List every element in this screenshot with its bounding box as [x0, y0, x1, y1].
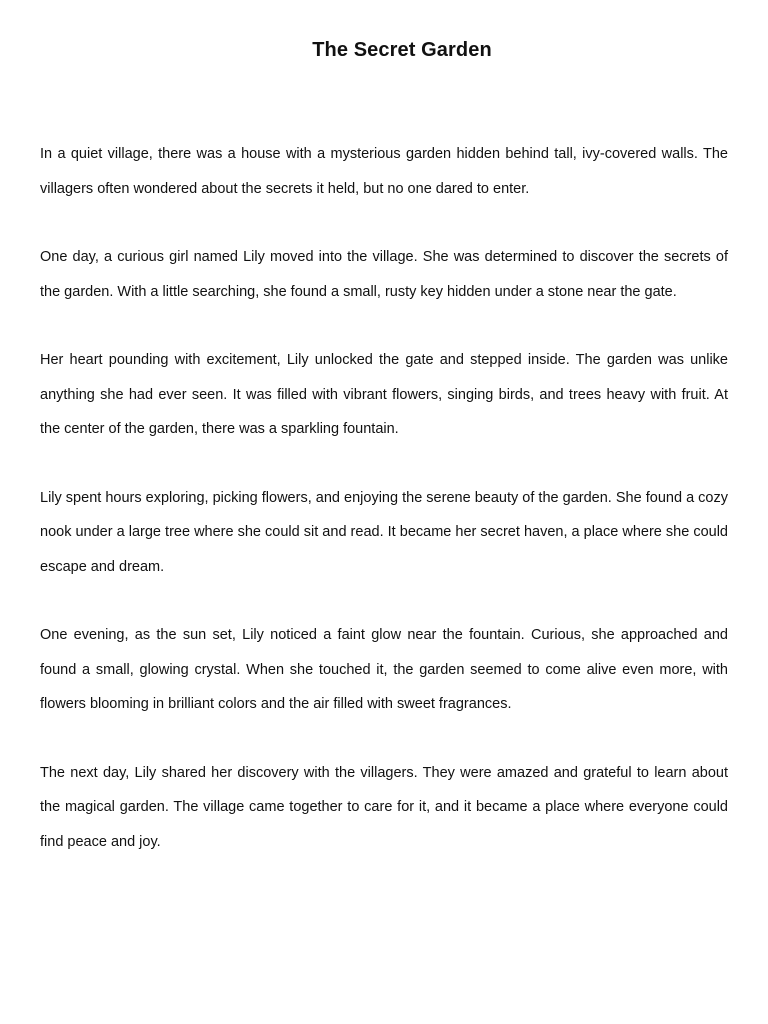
paragraph-1: In a quiet village, there was a house with a mysterious garden hidden behind tall, ivy-covered walls. The villagers often wondered about the secrets it held, but no one dared to enter. — [40, 146, 728, 197]
document-title: The Secret Garden — [312, 39, 492, 61]
paragraph-6: The next day, Lily shared her discovery with the villagers. They were amazed and grateful to learn about the magical garden. The village came together to care for it, and it became a place where everyone could find peace and joy. — [40, 764, 728, 850]
paragraph-4: Lily spent hours exploring, picking flowers, and enjoying the serene beauty of the garden. She found a cozy nook under a large tree where she could sit and read. It became her secret haven, a place where she could escape and dream. — [40, 489, 728, 575]
paragraph-5: One evening, as the sun set, Lily noticed a faint glow near the fountain. Curious, she approached and found a small, glowing crystal. When she touched it, the garden seemed to come alive even more, with flowers blooming in brilliant colors and the air filled with sweet fragrances. — [40, 627, 728, 712]
paragraph-3: Her heart pounding with excitement, Lily unlocked the gate and stepped inside. The garden was unlike anything she had ever seen. It was filled with vibrant flowers, singing birds, and trees heavy with fruit. At the center of the garden, there was a sparkling fountain. — [40, 352, 728, 437]
paragraph-2: One day, a curious girl named Lily moved into the village. She was determined to discover the secrets of the garden. With a little searching, she found a small, rusty key hidden under a stone near the gate. — [40, 249, 728, 300]
document-body — [40, 137, 728, 893]
